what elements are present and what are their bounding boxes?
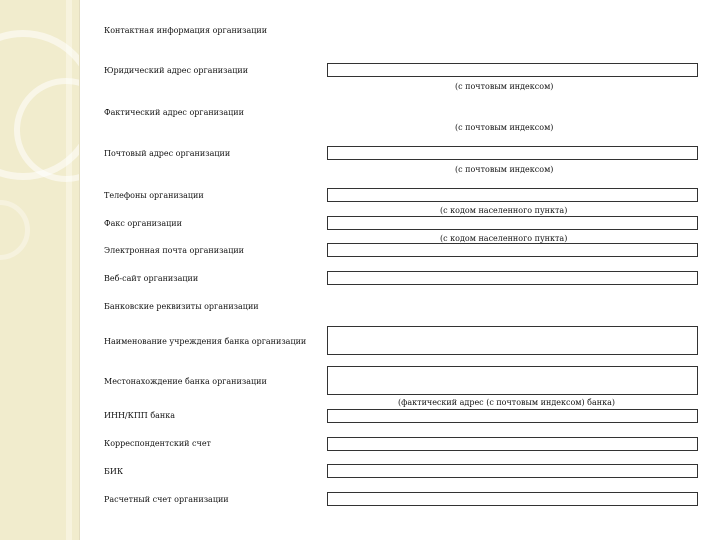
decorative-sidebar [0,0,80,540]
bik-field[interactable] [327,464,698,478]
bank-location-label: Местонахождение банка организации [104,377,267,386]
settlement-account-label: Расчетный счет организации [104,495,229,504]
website-field[interactable] [327,271,698,285]
settlement-account-field[interactable] [327,492,698,506]
legal-address-field[interactable] [327,63,698,77]
bank-inn-kpp-label: ИНН/КПП банка [104,411,175,420]
legal-address-label: Юридический адрес организации [104,66,249,75]
bank-inn-kpp-field[interactable] [327,409,698,423]
section-title-contact: Контактная информация организации [104,26,268,35]
bank-location-field[interactable] [327,366,698,395]
corr-account-field[interactable] [327,437,698,451]
actual-address-label: Фактический адрес организации [104,108,244,117]
email-field[interactable] [327,243,698,257]
bik-label: БИК [104,467,124,476]
phone-hint: (с кодом населенного пункта) [440,206,568,215]
bank-name-field[interactable] [327,326,698,355]
fax-label: Факс организации [104,219,182,228]
fax-hint: (с кодом населенного пункта) [440,234,568,243]
mailing-address-label: Почтовый адрес организации [104,149,231,158]
website-label: Веб-сайт организации [104,274,199,283]
corr-account-label: Корреспондентский счет [104,439,211,448]
actual-address-hint: (с почтовым индексом) [455,123,554,132]
section-title-bank: Банковские реквизиты организации [104,302,259,311]
phone-field[interactable] [327,188,698,202]
mailing-address-field[interactable] [327,146,698,160]
fax-field[interactable] [327,216,698,230]
email-label: Электронная почта организации [104,246,245,255]
decorative-ring [0,200,30,260]
mailing-address-hint: (с почтовым индексом) [455,165,554,174]
legal-address-hint: (с почтовым индексом) [455,82,554,91]
phone-label: Телефоны организации [104,191,204,200]
bank-location-hint: (фактический адрес (с почтовым индексом) банка) [398,398,615,407]
bank-name-label: Наименование учреждения банка организации [104,337,307,346]
